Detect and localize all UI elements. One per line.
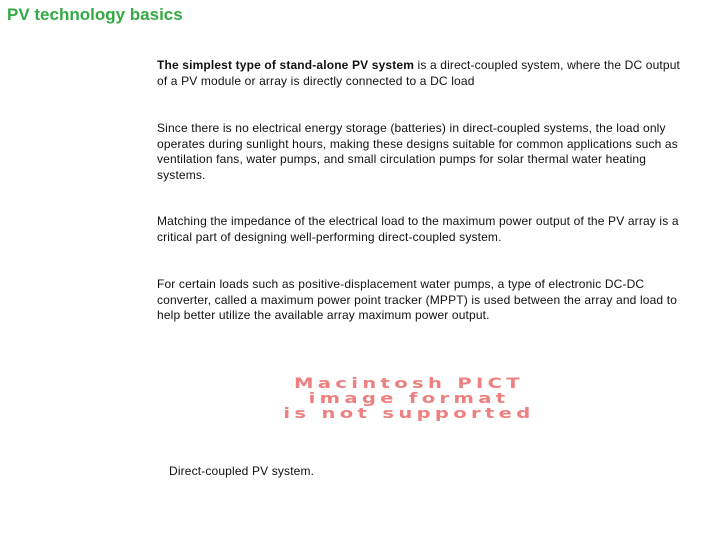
paragraph-mppt: For certain loads such as positive-displacement water pumps, a type of electronic DC-DC converter, called a maximum power point tracker (MPPT) is used between the array and load to help better utilize the available array maximum power output. bbox=[157, 277, 678, 322]
placeholder-line: Macintosh PICT bbox=[293, 375, 524, 392]
unsupported-image-placeholder bbox=[142, 376, 677, 422]
paragraph-direct-coupled bbox=[157, 58, 692, 89]
slide-title: PV technology basics bbox=[7, 5, 183, 24]
placeholder-line: is not supported bbox=[283, 405, 535, 422]
paragraph-impedance: Matching the impedance of the electrical load to the maximum power output of the PV array is a critical part of designing well-performing direct-coupled system. bbox=[157, 214, 679, 244]
paragraph-text: is a direct-coupled system, where the DC output of a PV module or array is directly connected to a DC load bbox=[157, 58, 681, 88]
placeholder-line: image format bbox=[308, 390, 510, 407]
figure-caption: Direct-coupled PV system. bbox=[169, 464, 315, 478]
paragraph-lead: The simplest type of stand-alone PV system bbox=[157, 58, 415, 72]
paragraph-energy-storage: Since there is no electrical energy storage (batteries) in direct-coupled systems, the load only operates during sunlight hours, making these designs suitable for common applications such as ventilation fans, water pumps, and small circulation pumps for solar thermal water heating systems. bbox=[157, 121, 678, 182]
